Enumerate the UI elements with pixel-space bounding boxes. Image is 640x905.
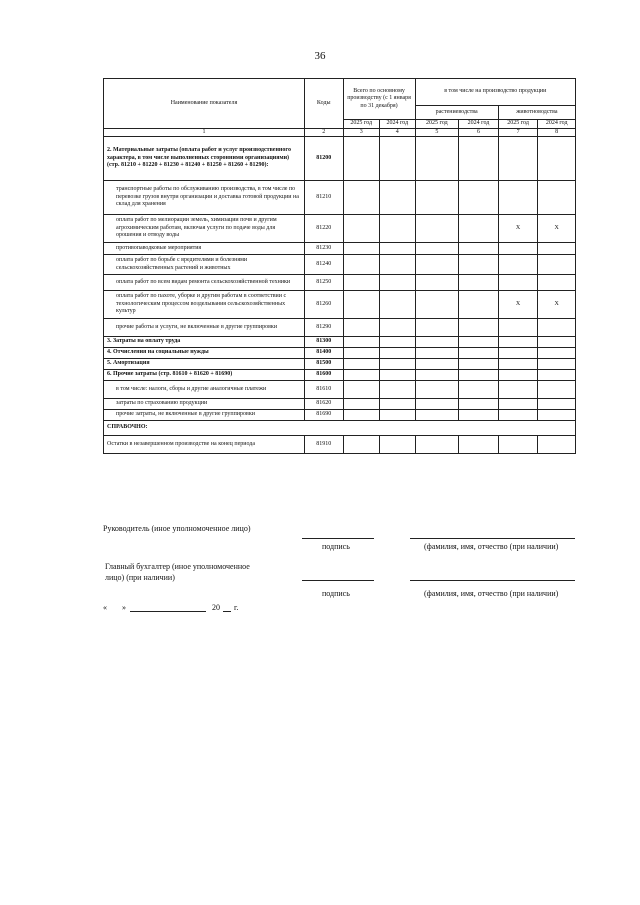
value-cell[interactable] [343, 337, 380, 348]
head-name-line [410, 538, 575, 539]
value-cell[interactable] [538, 275, 576, 291]
value-cell[interactable] [498, 255, 538, 275]
value-cell[interactable] [380, 291, 416, 319]
value-cell[interactable] [415, 181, 459, 215]
date-year-line [223, 611, 231, 612]
row-label: 5. Амортизация [104, 359, 305, 370]
value-cell[interactable] [415, 410, 459, 421]
value-cell[interactable] [498, 359, 538, 370]
header-year-2025: 2025 год [343, 120, 380, 129]
row-code: 81610 [304, 381, 343, 399]
row-label: противопаводковые мероприятия [104, 243, 305, 255]
row-label: 3. Затраты на оплату труда [104, 337, 305, 348]
row-code: 81240 [304, 255, 343, 275]
value-cell[interactable] [538, 348, 576, 359]
header-year-2024: 2024 год [538, 120, 576, 129]
table-row [104, 255, 576, 275]
value-cell[interactable] [380, 381, 416, 399]
value-cell[interactable] [498, 337, 538, 348]
value-cell[interactable] [459, 410, 499, 421]
row-label: прочие работы и услуги, не включенные в другие группировки [104, 319, 305, 337]
row-label: в том числе: налоги, сборы и другие аналогичные платежи [104, 381, 305, 399]
row-label: оплата работ по всем видам ремонта сельскохозяйственной техники [104, 275, 305, 291]
column-number: 5 [415, 128, 459, 137]
table-row [104, 359, 576, 370]
value-cell[interactable] [343, 348, 380, 359]
value-cell[interactable] [343, 319, 380, 337]
value-cell[interactable] [380, 319, 416, 337]
value-cell[interactable] [343, 370, 380, 381]
value-cell[interactable] [415, 243, 459, 255]
row-label: 6. Прочие затраты (стр. 81610 + 81620 + 81690) [104, 370, 305, 381]
reference-heading: СПРАВОЧНО: [104, 421, 576, 436]
header-year-2025: 2025 год [498, 120, 538, 129]
value-cell[interactable] [459, 381, 499, 399]
value-cell[interactable] [459, 436, 499, 454]
value-cell[interactable] [380, 137, 416, 181]
row-code: 81910 [304, 436, 343, 454]
value-cell[interactable] [415, 137, 459, 181]
date-quote-close: » [122, 603, 126, 612]
value-cell[interactable] [380, 243, 416, 255]
value-cell[interactable]: X [538, 291, 576, 319]
row-label: 2. Материальные затраты (оплата работ и услуг производственного характера, в том числе выполненных сторонними организациями) (стр. 81210 + 81220 + 81230 + 81240 + 81250 + 81260 + 81290): [104, 137, 305, 181]
table-row [104, 215, 576, 243]
row-label: 4. Отчисления на социальные нужды [104, 348, 305, 359]
header-year-2024: 2024 год [380, 120, 416, 129]
value-cell[interactable]: X [538, 215, 576, 243]
value-cell[interactable] [380, 348, 416, 359]
column-number: 4 [380, 128, 416, 137]
value-cell[interactable] [498, 436, 538, 454]
value-cell[interactable] [380, 359, 416, 370]
column-number: 6 [459, 128, 499, 137]
table-row [104, 291, 576, 319]
row-label: прочие затраты, не включенные в другие группировки [104, 410, 305, 421]
table-row [104, 181, 576, 215]
column-number: 8 [538, 128, 576, 137]
value-cell[interactable] [415, 319, 459, 337]
value-cell[interactable] [343, 399, 380, 410]
value-cell[interactable] [343, 137, 380, 181]
value-cell[interactable] [459, 137, 499, 181]
header-including: в том числе на производство продукции [415, 79, 575, 106]
value-cell[interactable] [538, 137, 576, 181]
value-cell[interactable] [538, 359, 576, 370]
value-cell[interactable] [538, 399, 576, 410]
page-number: 36 [314, 50, 326, 62]
header-name: Наименование показателя [104, 79, 305, 129]
table-row [104, 337, 576, 348]
value-cell[interactable] [498, 381, 538, 399]
signature-caption: подпись [322, 542, 350, 551]
header-plant: растениеводства [415, 106, 498, 120]
value-cell[interactable] [380, 255, 416, 275]
value-cell[interactable] [343, 410, 380, 421]
value-cell[interactable] [415, 215, 459, 243]
accountant-signature-line [302, 580, 374, 581]
value-cell[interactable] [498, 319, 538, 337]
date-line [130, 611, 206, 612]
value-cell[interactable] [459, 348, 499, 359]
row-label: оплата работ по мелиорации земель, химизации почв и другим агрохимическим работам, включая услуги по подаче воды для орошения и отводу воды [104, 215, 305, 243]
date-year-prefix: 20 [212, 603, 220, 612]
value-cell[interactable] [459, 275, 499, 291]
value-cell[interactable] [538, 370, 576, 381]
accountant-label-line1: Главный бухгалтер (иное уполномоченное [105, 562, 250, 571]
table-row [104, 137, 576, 181]
value-cell[interactable] [380, 370, 416, 381]
date-quote-open: « [103, 603, 107, 612]
value-cell[interactable] [415, 275, 459, 291]
value-cell[interactable] [415, 348, 459, 359]
value-cell[interactable] [380, 337, 416, 348]
row-code: 81250 [304, 275, 343, 291]
value-cell[interactable] [343, 255, 380, 275]
row-code: 81210 [304, 181, 343, 215]
value-cell[interactable] [380, 181, 416, 215]
row-label: оплата работ по борьбе с вредителями и болезнями сельскохозяйственных растений и животных [104, 255, 305, 275]
value-cell[interactable] [343, 436, 380, 454]
column-number: 3 [343, 128, 380, 137]
value-cell[interactable] [498, 410, 538, 421]
value-cell[interactable] [459, 291, 499, 319]
cost-table [103, 78, 576, 454]
value-cell[interactable] [498, 137, 538, 181]
value-cell[interactable] [459, 399, 499, 410]
value-cell[interactable] [415, 337, 459, 348]
value-cell[interactable] [459, 370, 499, 381]
value-cell[interactable]: X [498, 291, 538, 319]
value-cell[interactable] [459, 181, 499, 215]
value-cell[interactable] [538, 255, 576, 275]
table-row [104, 381, 576, 399]
row-code: 81220 [304, 215, 343, 243]
value-cell[interactable] [498, 399, 538, 410]
value-cell[interactable] [380, 436, 416, 454]
column-number: 1 [104, 128, 305, 137]
column-number: 2 [304, 128, 343, 137]
name-caption: (фамилия, имя, отчество (при наличии) [424, 589, 559, 598]
value-cell[interactable] [538, 436, 576, 454]
value-cell[interactable] [538, 337, 576, 348]
head-signature-label: Руководитель (иное уполномоченное лицо) [103, 524, 251, 533]
value-cell[interactable] [343, 291, 380, 319]
table-row [104, 275, 576, 291]
value-cell[interactable] [498, 243, 538, 255]
accountant-label-line2: лицо) (при наличии) [105, 573, 175, 582]
column-number: 7 [498, 128, 538, 137]
value-cell[interactable] [380, 275, 416, 291]
value-cell[interactable] [380, 399, 416, 410]
value-cell[interactable]: X [498, 215, 538, 243]
value-cell[interactable] [343, 243, 380, 255]
row-code: 81400 [304, 348, 343, 359]
table-row [104, 399, 576, 410]
value-cell[interactable] [415, 291, 459, 319]
value-cell[interactable] [538, 243, 576, 255]
header-total: Всего по основному производству (с 1 января по 31 декабря) [343, 79, 415, 120]
row-code: 81600 [304, 370, 343, 381]
row-code: 81230 [304, 243, 343, 255]
value-cell[interactable] [415, 381, 459, 399]
signature-caption: подпись [322, 589, 350, 598]
value-cell[interactable] [459, 359, 499, 370]
row-code: 81620 [304, 399, 343, 410]
row-code: 81260 [304, 291, 343, 319]
value-cell[interactable] [459, 337, 499, 348]
table-row [104, 348, 576, 359]
name-caption: (фамилия, имя, отчество (при наличии) [424, 542, 559, 551]
date-year-suffix: г. [234, 603, 239, 612]
table-row [104, 370, 576, 381]
row-code: 81200 [304, 137, 343, 181]
table-row [104, 410, 576, 421]
row-code: 81290 [304, 319, 343, 337]
value-cell[interactable] [498, 348, 538, 359]
row-label: оплата работ по пахоте, уборке и другим работам в соответствии с технологическим процессом возделывания сельскохозяйственных культур [104, 291, 305, 319]
value-cell[interactable] [459, 255, 499, 275]
value-cell[interactable] [538, 381, 576, 399]
value-cell[interactable] [415, 436, 459, 454]
value-cell[interactable] [415, 399, 459, 410]
value-cell[interactable] [380, 215, 416, 243]
table-row [104, 319, 576, 337]
value-cell[interactable] [343, 215, 380, 243]
row-code: 81690 [304, 410, 343, 421]
row-label: транспортные работы по обслуживанию производства, в том числе по перевозке грузов внутри организации и доставка готовой продукции на склад для хранения [104, 181, 305, 215]
value-cell[interactable] [498, 275, 538, 291]
header-codes: Коды [304, 79, 343, 129]
value-cell[interactable] [343, 359, 380, 370]
value-cell[interactable] [343, 275, 380, 291]
value-cell[interactable] [343, 181, 380, 215]
value-cell[interactable] [459, 319, 499, 337]
head-signature-line [302, 538, 374, 539]
value-cell[interactable] [415, 359, 459, 370]
row-code: 81300 [304, 337, 343, 348]
row-label: Остатки в незавершенном производстве на конец периода [104, 436, 305, 454]
value-cell[interactable] [538, 319, 576, 337]
row-code: 81500 [304, 359, 343, 370]
header-year-2024: 2024 год [459, 120, 499, 129]
value-cell[interactable] [415, 255, 459, 275]
value-cell[interactable] [538, 181, 576, 215]
row-label: затраты по страхованию продукции [104, 399, 305, 410]
header-year-2025: 2025 год [415, 120, 459, 129]
value-cell[interactable] [415, 370, 459, 381]
value-cell[interactable] [498, 181, 538, 215]
accountant-name-line [410, 580, 575, 581]
value-cell[interactable] [498, 370, 538, 381]
value-cell[interactable] [343, 381, 380, 399]
header-animal: животноводства [498, 106, 575, 120]
value-cell[interactable] [538, 410, 576, 421]
value-cell[interactable] [459, 215, 499, 243]
value-cell[interactable] [459, 243, 499, 255]
value-cell[interactable] [380, 410, 416, 421]
table-row [104, 243, 576, 255]
